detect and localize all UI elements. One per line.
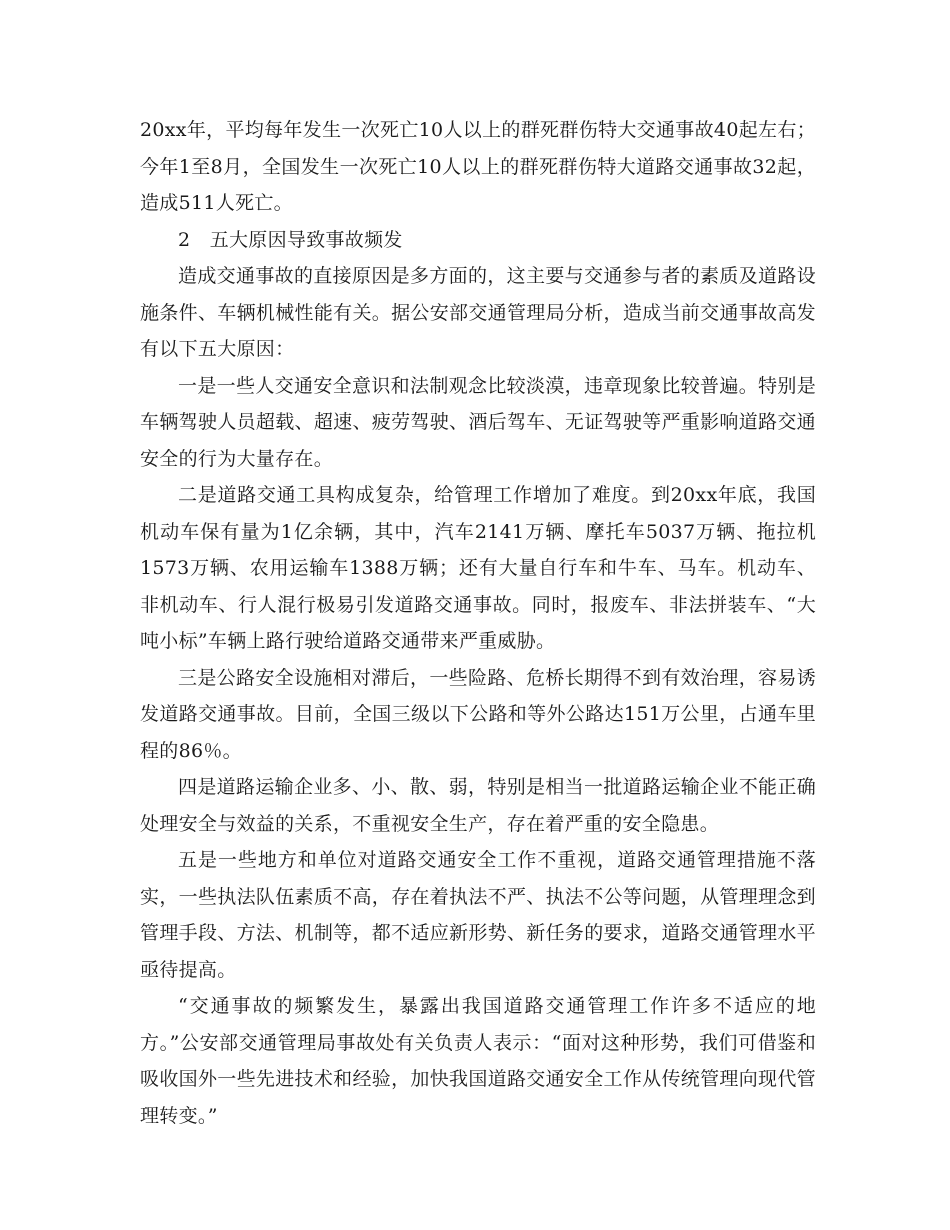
paragraph-intro: 造成交通事故的直接原因是多方面的，这主要与交通参与者的素质及道路设施条件、车辆机械性能有关。据公安部交通管理局分析，造成当前交通事故高发有以下五大原因：	[140, 265, 816, 360]
paragraph-reason-3: 三是公路安全设施相对滞后，一些险路、危桥长期得不到有效治理，容易诱发道路交通事故。目前，全国三级以下公路和等外公路达151万公里，占通车里程的86％。	[140, 666, 816, 762]
section-heading: 2 五大原因导致事故频发	[178, 228, 403, 251]
paragraph-continued: 20xx年，平均每年发生一次死亡10人以上的群死群伤特大交通事故40起左右；今年1至8月，全国发生一次死亡10人以上的群死群伤特大道路交通事故32起，造成511人死亡。	[140, 119, 816, 214]
paragraph-reason-4: 四是道路运输企业多、小、散、弱，特别是相当一批道路运输企业不能正确处理安全与效益的关系，不重视安全生产，存在着严重的安全隐患。	[140, 776, 816, 835]
paragraph-reason-2: 二是道路交通工具构成复杂，给管理工作增加了难度。到20xx年底，我国机动车保有量为1亿余辆，其中，汽车2141万辆、摩托车5037万辆、拖拉机1573万辆、农用运输车1388万辆；还有大量自行车和牛车、马车。机动车、非机动车、行人混行极易引发道路交通事故。同时，报废车、非法拼装车、“大吨小标”车辆上路行驶给道路交通带来严重威胁。	[140, 484, 816, 652]
paragraph-reason-1: 一是一些人交通安全意识和法制观念比较淡漠，违章现象比较普遍。特别是车辆驾驶人员超载、超速、疲劳驾驶、酒后驾车、无证驾驶等严重影响道路交通安全的行为大量存在。	[140, 374, 816, 470]
document-body	[140, 112, 816, 1134]
paragraph-reason-5: 五是一些地方和单位对道路交通安全工作不重视，道路交通管理措施不落实，一些执法队伍素质不高，存在着执法不严、执法不公等问题，从管理理念到管理手段、方法、机制等，都不适应新形势、新任务的要求，道路交通管理水平亟待提高。	[140, 849, 816, 981]
paragraph-quote: “交通事故的频繁发生，暴露出我国道路交通管理工作许多不适应的地方。”公安部交通管理局事故处有关负责人表示：“面对这种形势，我们可借鉴和吸收国外一些先进技术和经验，加快我国道路交通安全工作从传统管理向现代管理转变。”	[140, 995, 816, 1127]
